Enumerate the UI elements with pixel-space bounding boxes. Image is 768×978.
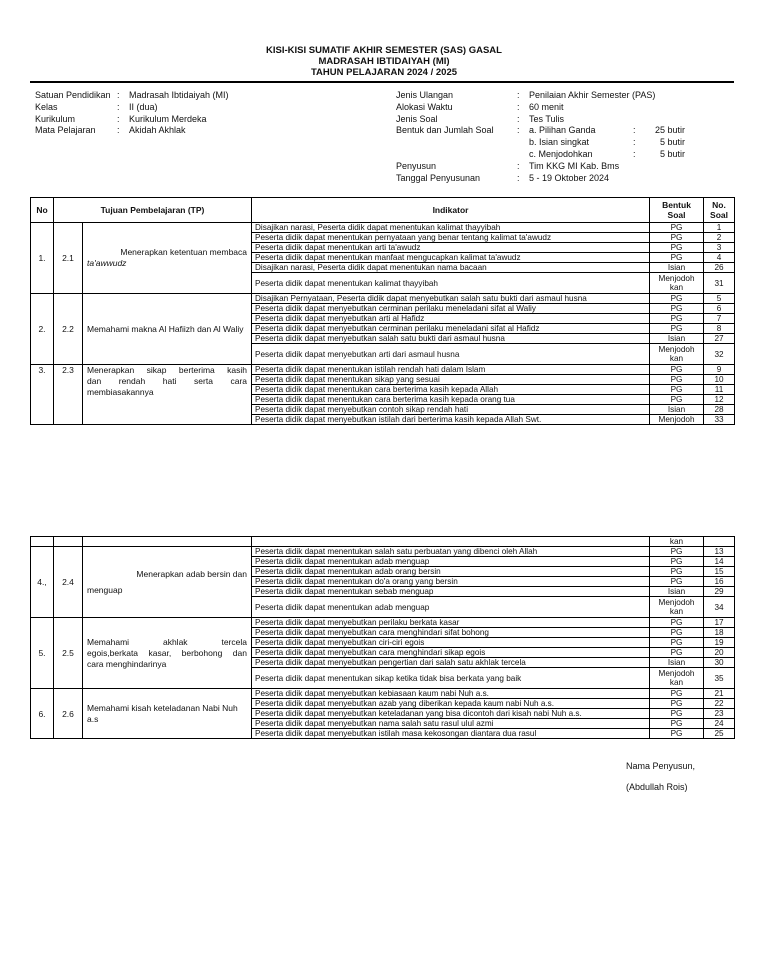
header-no-soal: No. Soal: [704, 198, 735, 223]
indikator-cell: Peserta didik dapat menyebutkan cara menghindari sikap egois: [252, 648, 650, 658]
bentuk-soal-cell: PG: [650, 648, 704, 658]
indikator-cell: Peserta didik dapat menyebutkan arti al Hafidz: [252, 314, 650, 324]
no-soal-cell: 34: [704, 597, 735, 618]
left-info-block: [35, 90, 229, 137]
title-line-1: KISI-KISI SUMATIF AKHIR SEMESTER (SAS) GASAL: [266, 45, 502, 56]
indikator-cell: Peserta didik dapat menyebutkan arti dari asmaul husna: [252, 344, 650, 365]
indikator-cell: Peserta didik dapat menentukan pernyataan yang benar tentang kalimat ta'awudz: [252, 233, 650, 243]
table-header-row: [31, 198, 735, 223]
indikator-cell: Peserta didik dapat menyebutkan salah satu bukti dari asmaul husna: [252, 334, 650, 344]
indikator-cell: Peserta didik dapat menentukan adab menguap: [252, 557, 650, 567]
indikator-cell: Disajikan narasi, Peserta didik dapat menentukan kalimat thayyibah: [252, 223, 650, 233]
no-soal-cell: 19: [704, 638, 735, 648]
no-soal-cell: 5: [704, 294, 735, 304]
indikator-cell: Peserta didik dapat menentukan manfaat mengucapkan kalimat ta'awudz: [252, 253, 650, 263]
row-number: 1.: [31, 223, 54, 294]
bentuk-soal-cell: PG: [650, 233, 704, 243]
bentuk-soal-cell: PG: [650, 557, 704, 567]
bentuk-soal-cell: PG: [650, 243, 704, 253]
bentuk-soal-cell: PG: [650, 253, 704, 263]
no-soal-cell: 24: [704, 719, 735, 729]
indikator-cell: Peserta didik dapat menentukan cara berterima kasih kepada orang tua: [252, 395, 650, 405]
no-soal-cell: 29: [704, 587, 735, 597]
bentuk-soal-cell: Isian: [650, 658, 704, 668]
tp-code: 2.1: [54, 223, 83, 294]
tp-text: Menerapkan adab bersin dan menguap: [83, 547, 252, 618]
row-number: 4.,: [31, 547, 54, 618]
table-row: [31, 223, 735, 233]
signature-name: (Abdullah Rois): [626, 782, 688, 792]
header-no: No: [31, 198, 54, 223]
no-soal-cell: 13: [704, 547, 735, 557]
tp-code: 2.4: [54, 547, 83, 618]
no-soal-cell: 12: [704, 395, 735, 405]
no-soal-cell: 11: [704, 385, 735, 395]
indikator-cell: Peserta didik dapat menyebutkan istilah masa kekosongan diantara dua rasul: [252, 729, 650, 739]
indikator-cell: Peserta didik dapat menyebutkan perilaku berkata kasar: [252, 618, 650, 628]
no-soal-cell: 4: [704, 253, 735, 263]
info-row: Kurikulum : Kurikulum Merdeka: [35, 113, 207, 124]
row-number: 2.: [31, 294, 54, 365]
indikator-cell: Peserta didik dapat menentukan adab menguap: [252, 597, 650, 618]
tp-text: Menerapkan sikap berterima kasih dan rendah hati serta cara membiasakannya: [83, 365, 252, 425]
right-info-block: Jenis Ulangan : Penilaian Akhir Semester (PAS) Alokasi Waktu : 60 menit Jenis Soal : Tes Tulis Bentuk dan Jumlah Soal : a. Pilihan Ganda : 25 butir b. Isian singkat : 5 butir c. Menjodohkan : 5 butir Penyusun : Tim KKG MI Kab. Bms Tanggal Penyusunan : 5 - 19 Oktober 2024: [396, 90, 685, 183]
bentuk-soal-cell: PG: [650, 294, 704, 304]
no-soal-cell: 16: [704, 577, 735, 587]
bentuk-soal-cell: PG: [650, 709, 704, 719]
indikator-cell: Peserta didik dapat menyebutkan nama salah satu rasul ulul azmi: [252, 719, 650, 729]
document-title: [0, 45, 768, 78]
no-soal-cell: 30: [704, 658, 735, 668]
indikator-cell: Peserta didik dapat menentukan do'a orang yang bersin: [252, 577, 650, 587]
tp-text: Memahami akhlak tercela egois,berkata kasar, berbohong dan cara menghindarinya: [83, 618, 252, 689]
bentuk-soal-cell: PG: [650, 699, 704, 709]
header-rule: [30, 81, 734, 83]
table-row: [31, 365, 735, 375]
title-line-3: TAHUN PELAJARAN 2024 / 2025: [310, 67, 458, 78]
bentuk-soal-cell: Isian: [650, 587, 704, 597]
indikator-cell: Disajikan narasi, Peserta didik dapat menentukan nama bacaan: [252, 263, 650, 273]
bentuk-soal-cell: Isian: [650, 263, 704, 273]
indikator-cell: Peserta didik dapat menyebutkan ciri-ciri egois: [252, 638, 650, 648]
tp-code: 2.2: [54, 294, 83, 365]
table-row: [31, 689, 735, 699]
indikator-cell: Disajikan Pernyataan, Peserta didik dapat menyebutkan salah satu bukti dari asmaul husna: [252, 294, 650, 304]
no-soal-cell: 35: [704, 668, 735, 689]
title-line-2: MADRASAH IBTIDAIYAH (MI): [318, 56, 450, 67]
no-soal-cell: 23: [704, 709, 735, 719]
indikator-cell: Peserta didik dapat menyebutkan keteladanan yang bisa dicontoh dari kisah nabi Nuh a.s.: [252, 709, 650, 719]
no-soal-cell: 21: [704, 689, 735, 699]
bentuk-soal-cell: Menjodoh kan: [650, 597, 704, 618]
indikator-cell: Peserta didik dapat menyebutkan cerminan perilaku meneladani sifat al Hafidz: [252, 324, 650, 334]
kisi-table-page-2: [30, 536, 735, 739]
bentuk-soal-cell: PG: [650, 567, 704, 577]
indikator-cell: Peserta didik dapat menentukan arti ta'awudz: [252, 243, 650, 253]
no-soal-cell: 2: [704, 233, 735, 243]
bentuk-soal-cell: PG: [650, 689, 704, 699]
indikator-cell: Peserta didik dapat menentukan salah satu perbuatan yang dibenci oleh Allah: [252, 547, 650, 557]
indikator-cell: Peserta didik dapat menentukan sikap yang sesuai: [252, 375, 650, 385]
no-soal-cell: 7: [704, 314, 735, 324]
indikator-cell: Peserta didik dapat menyebutkan pengertian dari salah satu akhlak tercela: [252, 658, 650, 668]
no-soal-cell: 28: [704, 405, 735, 415]
tp-text: Menerapkan ketentuan membaca ta'awwudz: [83, 223, 252, 294]
no-soal-cell: 1: [704, 223, 735, 233]
no-soal-cell: 15: [704, 567, 735, 577]
bentuk-soal-cell: PG: [650, 314, 704, 324]
no-soal-cell: 33: [704, 415, 735, 425]
indikator-cell: Peserta didik dapat menyebutkan azab yang diberikan kepada kaum nabi Nuh a.s.: [252, 699, 650, 709]
bentuk-soal-cell: PG: [650, 375, 704, 385]
header-bentuk-soal: Bentuk Soal: [650, 198, 704, 223]
bentuk-soal-cell: PG: [650, 304, 704, 314]
bentuk-soal-cell: PG: [650, 547, 704, 557]
row-number: 6.: [31, 689, 54, 739]
bentuk-soal-cell: PG: [650, 618, 704, 628]
bentuk-soal-cell: PG: [650, 324, 704, 334]
indikator-cell: Peserta didik dapat menentukan sebab menguap: [252, 587, 650, 597]
bentuk-soal-cell: PG: [650, 365, 704, 375]
indikator-cell: Peserta didik dapat menentukan sikap ketika tidak bisa berkata yang baik: [252, 668, 650, 689]
bentuk-soal-cell: Isian: [650, 334, 704, 344]
bentuk-soal-cell: Isian: [650, 405, 704, 415]
indikator-cell: Peserta didik dapat menyebutkan cerminan perilaku meneladani sifat al Waliy: [252, 304, 650, 314]
indikator-cell: Peserta didik dapat menyebutkan kebiasaan kaum nabi Nuh a.s.: [252, 689, 650, 699]
tp-text: Memahami makna Al Hafiizh dan Al Waliy: [83, 294, 252, 365]
kisi-table-page-1: [30, 197, 735, 425]
indikator-cell: Peserta didik dapat menyebutkan contoh sikap rendah hati: [252, 405, 650, 415]
tp-code: 2.6: [54, 689, 83, 739]
header-indikator: Indikator: [252, 198, 650, 223]
bentuk-soal-cell: PG: [650, 628, 704, 638]
indikator-cell: Peserta didik dapat menentukan cara berterima kasih kepada Allah: [252, 385, 650, 395]
tp-code: 2.5: [54, 618, 83, 689]
no-soal-cell: 3: [704, 243, 735, 253]
bentuk-soal-cell: Menjodoh kan: [650, 344, 704, 365]
no-soal-cell: 10: [704, 375, 735, 385]
table-row: [31, 537, 735, 547]
indikator-cell: Peserta didik dapat menentukan adab orang bersin: [252, 567, 650, 577]
bentuk-soal-cell: PG: [650, 395, 704, 405]
indikator-cell: Peserta didik dapat menentukan kalimat thayyibah: [252, 273, 650, 294]
table-row: [31, 547, 735, 557]
bentuk-soal-cell: PG: [650, 223, 704, 233]
row-number: 5.: [31, 618, 54, 689]
bentuk-soal-cell: PG: [650, 729, 704, 739]
info-row: Mata Pelajaran : Akidah Akhlak: [35, 125, 186, 136]
no-soal-cell: 20: [704, 648, 735, 658]
no-soal-cell: 17: [704, 618, 735, 628]
bentuk-soal-cell: PG: [650, 577, 704, 587]
no-soal-cell: 14: [704, 557, 735, 567]
bentuk-soal-cell: Menjodoh: [650, 415, 704, 425]
row-number: 3.: [31, 365, 54, 425]
bentuk-soal-cell: PG: [650, 385, 704, 395]
table-row: [31, 618, 735, 628]
info-row: Satuan Pendidikan : Madrasah Ibtidaiyah (MI): [35, 90, 229, 100]
no-soal-cell: 9: [704, 365, 735, 375]
bentuk-soal-cell: PG: [650, 638, 704, 648]
no-soal-cell: 31: [704, 273, 735, 294]
no-soal-cell: 18: [704, 628, 735, 638]
no-soal-cell: 32: [704, 344, 735, 365]
no-soal-cell: 26: [704, 263, 735, 273]
bentuk-soal-cell: Menjodoh kan: [650, 668, 704, 689]
tp-code: 2.3: [54, 365, 83, 425]
indikator-cell: Peserta didik dapat menentukan istilah rendah hati dalam Islam: [252, 365, 650, 375]
tp-text: Memahami kisah keteladanan Nabi Nuh a.s: [83, 689, 252, 739]
indikator-cell: Peserta didik dapat menyebutkan istilah dari berterima kasih kepada Allah Swt.: [252, 415, 650, 425]
header-tp: Tujuan Pembelajaran (TP): [54, 198, 252, 223]
bentuk-soal-cell: Menjodoh kan: [650, 273, 704, 294]
table-row: [31, 294, 735, 304]
no-soal-cell: 25: [704, 729, 735, 739]
no-soal-cell: 8: [704, 324, 735, 334]
bentuk-soal-cell: kan: [650, 537, 704, 547]
indikator-cell: Peserta didik dapat menyebutkan cara menghindari sifat bohong: [252, 628, 650, 638]
no-soal-cell: 22: [704, 699, 735, 709]
no-soal-cell: 6: [704, 304, 735, 314]
info-row: Kelas : II (dua): [35, 101, 158, 112]
bentuk-soal-cell: PG: [650, 719, 704, 729]
no-soal-cell: 27: [704, 334, 735, 344]
signature-label: Nama Penyusun,: [626, 761, 696, 771]
